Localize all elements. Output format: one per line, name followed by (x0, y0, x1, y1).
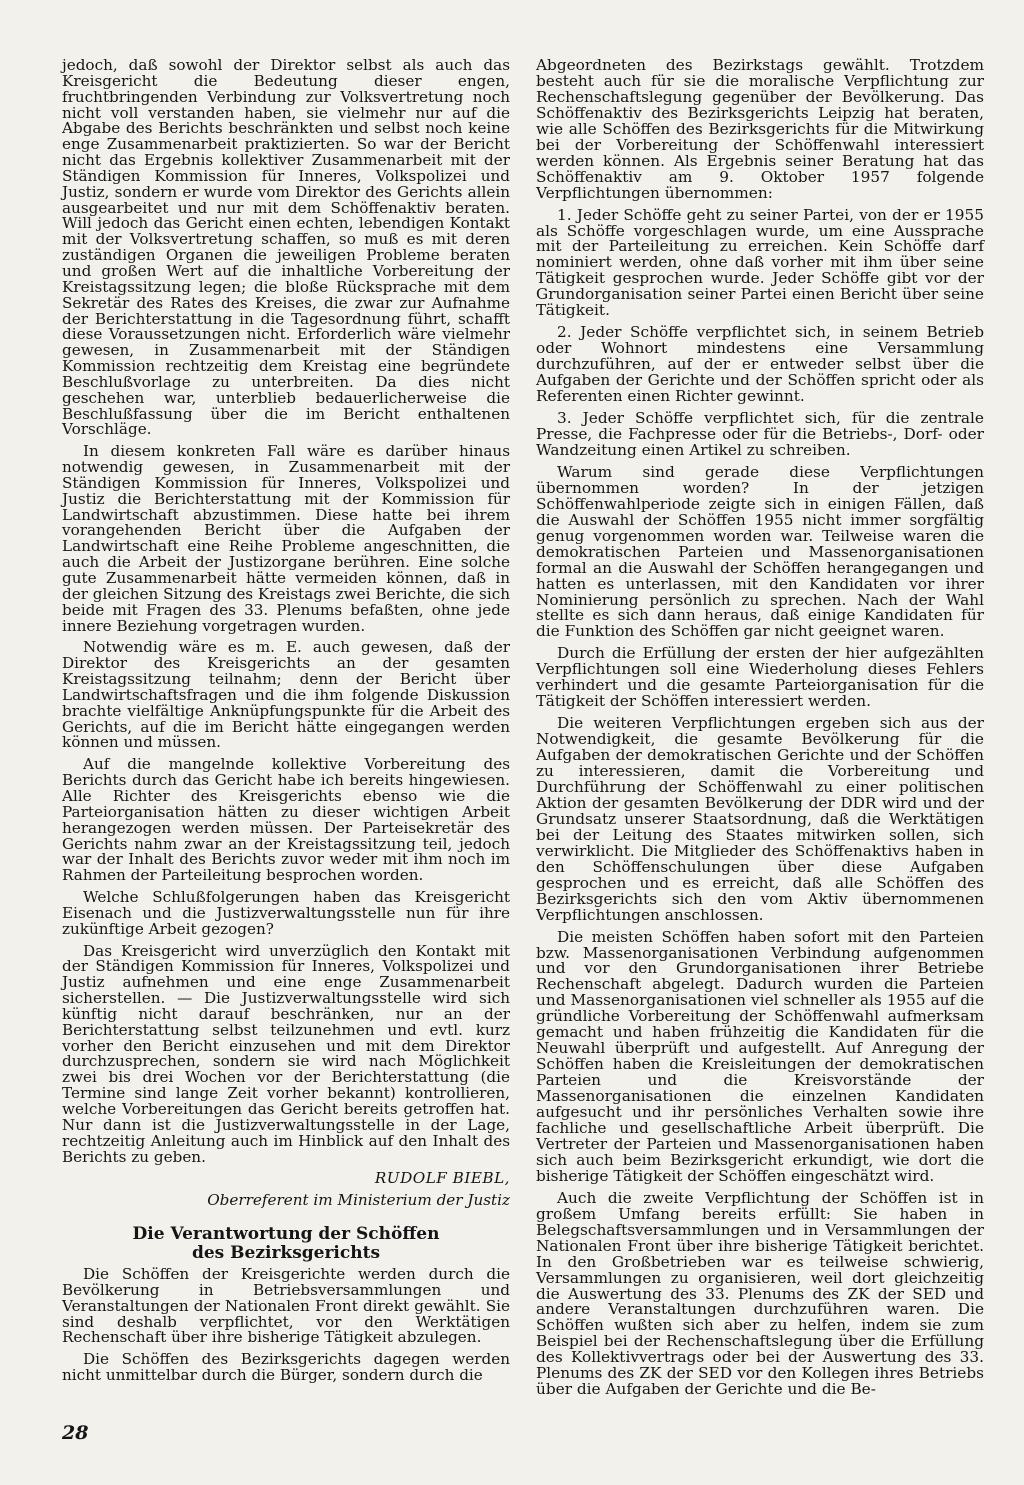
signature-name (62, 1171, 510, 1187)
paragraph: In diesem konkreten Fall wäre es darüber hinaus notwendig gewesen, in Zusammenarbeit mit der Ständigen Kommission für Inneres, Volkspolizei und Justiz die Berichterstattung mit der Kommission für Landwirtschaft abzustimmen. Diese hatte bei ihrem vorangehenden Bericht über die Aufgaben der Landwirtschaft eine Reihe Probleme angeschnitten, die auch die Arbeit der Justizorgane berühren. Eine solche gute Zusammenarbeit hätte vermeiden können, daß in der gleichen Sitzung des Kreistags zwei Berichte, die sich beide mit Fragen des 33. Plenums befaßten, ohne jede innere Beziehung vorgetragen wurden. (62, 442, 510, 635)
right-column (536, 58, 984, 1404)
section-heading-line: des Bezirksgerichts (191, 1243, 381, 1264)
paragraph: Auch die zweite Verpflichtung der Schöffen ist in großem Umfang bereits erfüllt: Sie haben in Belegschaftsversammlungen und in Versammlungen der Nationalen Front über ihre bisherige Tätigkeit berichtet. In den Großbetrieben war es teilweise schwierig, Versammlungen zu organisieren, weil dort gleichzeitig die Auswertung des 33. Plenums des ZK der SED und andere Veranstaltungen durchzuführen waren. Die Schöffen wußten sich aber zu helfen, indem sie zum Beispiel bei der Rechenschaftslegung über die Erfüllung des Kollektivvertrags oder bei der Auswertung des 33. Plenums des ZK der SED vor den Kollegen ihres Betriebs über die Aufgaben der Gerichte und die Be- (536, 1188, 984, 1399)
signature-title: Oberreferent im Ministerium der Justiz (207, 1191, 510, 1210)
paragraph: Die weiteren Verpflichtungen ergeben sich aus der Notwendigkeit, die gesamte Bevölkerung für die Aufgaben der demokratischen Gerichte und der Schöffen zu interessieren, damit die Vorbereitung und Durchführung der Schöffenwahl zu einer politischen Aktion der gesamten Bevölkerung der DDR wird und der Grundsatz unserer Staatsordnung, daß die Werktätigen bei der Leitung des Staates mitwirken sollen, sich verwirklicht. Die Mitglieder des Schöffenaktivs haben in den Schöffenschulungen über diese Aufgaben gesprochen und es erreicht, daß alle Schöffen des Bezirksgerichts sich den vom Aktiv übernommenen Verpflichtungen anschlossen. (536, 714, 984, 924)
page-number: 28 (62, 1422, 89, 1444)
signature-name-text: RUDOLF BIEBL, (374, 1169, 510, 1188)
paragraph: Welche Schlußfolgerungen haben das Kreisgericht Eisenach und die Justizverwaltungsstelle nun für ihre zukünftige Arbeit gezogen? (62, 888, 510, 938)
paragraph: Das Kreisgericht wird unverzüglich den Kontakt mit der Ständigen Kommission für Inneres, Volkspolizei und Justiz aufnehmen und eine enge Zusammenarbeit sicherstellen. — Die Justizverwaltungsstelle wird sich künftig nicht darauf beschränken, nur an der Berichterstattung selbst teilzunehmen und evtl. kurz vorher den Bericht einzusehen und mit dem Direktor durchzusprechen, sondern sie wird nach Möglichkeit zwei bis drei Wochen vor der Berichterstattung (die Termine sind lange Zeit vorher bekannt) kontrollieren, welche Vorbereitungen das Gericht bereits getroffen hat. Nur dann ist die Justizverwaltungsstelle in der Lage, rechtzeitig Anleitung auch im Hinblick auf den Inhalt des Berichts zu geben. (62, 941, 510, 1166)
paragraph: Durch die Erfüllung der ersten der hier aufgezählten Verpflichtungen soll eine Wiederholung dieses Fehlers verhindert und die gesamte Parteiorganisation für die Tätigkeit der Schöffen interessiert werden. (536, 644, 984, 711)
paragraph: Die Schöffen des Bezirksgerichts dagegen werden nicht unmittelbar durch die Bürger, sondern durch die (62, 1350, 510, 1385)
paragraph: jedoch, daß sowohl der Direktor selbst als auch das Kreisgericht die Bedeutung dieser engen, fruchtbringenden Verbindung zur Volksvertretung noch nicht voll verstanden haben, sie vielmehr nur auf die Abgabe des Berichts beschränkten und selbst noch keine enge Zusammenarbeit praktizierten. So war der Bericht nicht das Ergebnis kollektiver Zusammenarbeit mit der Ständigen Kommission für Inneres, Volkspolizei und Justiz, sondern er wurde vom Direktor des Gerichts allein ausgearbeitet und nur mit dem Schöffenaktiv beraten. Will jedoch das Gericht einen echten, lebendigen Kontakt mit der Volksvertretung schaffen, so muß es mit deren zuständigen Organen die jeweiligen Probleme beraten und großen Wert auf die inhaltliche Vorbereitung der Kreistagssitzung legen; die bloße Rücksprache mit dem Sekretär des Rates des Kreises, die zwar zur Aufnahme der Berichterstattung in die Tagesordnung führt, schafft diese Voraussetzungen nicht. Erforderlich wäre vielmehr gewesen, in Zusammenarbeit mit der Ständigen Kommission rechtzeitig dem Kreistag eine begründete Beschlußvorlage zu unterbreiten. Da dies nicht geschehen war, unterblieb bedauerlicherweise die Beschlußfassung über die im Bericht enthaltenen Vorschläge. (62, 56, 510, 439)
paragraph: Notwendig wäre es m. E. auch gewesen, daß der Direktor des Kreisgerichts an der gesamten Kreistagssitzung teilnahm; denn der Bericht über Landwirtschaftsfragen und die ihm folgende Diskussion brachte vielfältige Anknüpfungspunkte für die Arbeit des Gerichts, auf die im Bericht hätte eingegangen werden können und müssen. (62, 638, 510, 752)
paragraph: Die Schöffen der Kreisgerichte werden durch die Bevölkerung in Betriebsversammlungen und Veranstaltungen der Nationalen Front direkt gewählt. Sie sind deshalb verpflichtet, vor den Werktätigen Rechenschaft über ihre bisherige Tätigkeit abzulegen. (62, 1265, 510, 1347)
list-item: 3. Jeder Schöffe verpflichtet sich, für die zentrale Presse, die Fachpresse oder für die Betriebs-, Dorf- oder Wandzeitung einen Artikel zu schreiben. (536, 409, 984, 459)
paragraph: Abgeordneten des Bezirkstags gewählt. Trotzdem besteht auch für sie die moralische Verpflichtung zur Rechenschaftslegung gegenüber der Bevölkerung. Das Schöffenaktiv des Bezirksgerichts Leipzig hat beraten, wie alle Schöffen des Bezirksgerichts für die Mitwirkung bei der Vorbereitung der Schöffenwahl interessiert werden können. Als Ergebnis seiner Beratung hat das Schöffenaktiv am 9. Oktober 1957 folgende Verpflichtungen übernommen: (536, 56, 984, 202)
paragraph: Die meisten Schöffen haben sofort mit den Parteien bzw. Massenorganisationen Verbindung aufgenommen und vor den Grundorganisationen ihrer Betriebe Rechenschaft abgelegt. Dadurch wurden die Parteien und Massenorganisationen viel schneller als 1955 auf die gründliche Vorbereitung der Schöffenwahl aufmerksam gemacht und haben frühzeitig die Kandidaten für die Neuwahl überprüft und aufgestellt. Auf Anregung der Schöffen haben die Kreisleitungen der demokratischen Parteien und die Kreisvorstände der Massenorganisationen die einzelnen Kandidaten aufgesucht und ihr persönliches Verhalten sowie ihre fachliche und gesellschaftliche Arbeit überprüft. Die Vertreter der Parteien und Massenorganisationen haben sich auch beim Bezirksgericht erkundigt, wie dort die bisherige Tätigkeit der Schöffen eingeschätzt wird. (536, 927, 984, 1185)
section-heading-line: Die Verantwortung der Schöffen (132, 1224, 440, 1245)
paragraph: Warum sind gerade diese Verpflichtungen übernommen worden? In der jetzigen Schöffenwahlperiode zeigte sich in einigen Fällen, daß die Auswahl der Schöffen 1955 nicht immer sorgfältig genug vorgenommen worden war. Teilweise waren die demokratischen Parteien und Massenorganisationen formal an die Auswahl der Schöffen herangegangen und hatten es unterlassen, mit den Kandidaten vor ihrer Nominierung persönlich zu sprechen. Nach der Wahl stellte es sich dann heraus, daß einige Kandidaten für die Funktion des Schöffen gar nicht geeignet waren. (536, 462, 984, 641)
left-column (62, 58, 510, 1390)
section-heading (62, 1225, 510, 1263)
paragraph: Auf die mangelnde kollektive Vorbereitung des Berichts durch das Gericht habe ich bereits hingewiesen. Alle Richter des Kreisgerichts ebenso wie die Parteiorganisation hätten zu dieser wichtigen Arbeit herangezogen werden müssen. Der Parteisekretär des Gerichts nahm zwar an der Kreistagssitzung teil, jedoch war der Inhalt des Berichts zuvor weder mit ihm noch im Rahmen der Parteileitung besprochen worden. (62, 755, 510, 885)
list-item: 2. Jeder Schöffe verpflichtet sich, in seinem Betrieb oder Wohnort mindestens eine Versammlung durchzuführen, auf der er entweder selbst über die Aufgaben der Gerichte und der Schöffen spricht oder als Referenten einen Richter gewinnt. (536, 323, 984, 406)
list-item: 1. Jeder Schöffe geht zu seiner Partei, von der er 1955 als Schöffe vorgeschlagen wurde, um eine Aussprache mit der Parteileitung zu erreichen. Kein Schöffe darf nominiert werden, ohne daß vorher mit ihm über seine Tätigkeit gesprochen wurde. Jeder Schöffe gibt vor der Grundorganisation seiner Partei einen Bericht über seine Tätigkeit. (536, 205, 984, 320)
